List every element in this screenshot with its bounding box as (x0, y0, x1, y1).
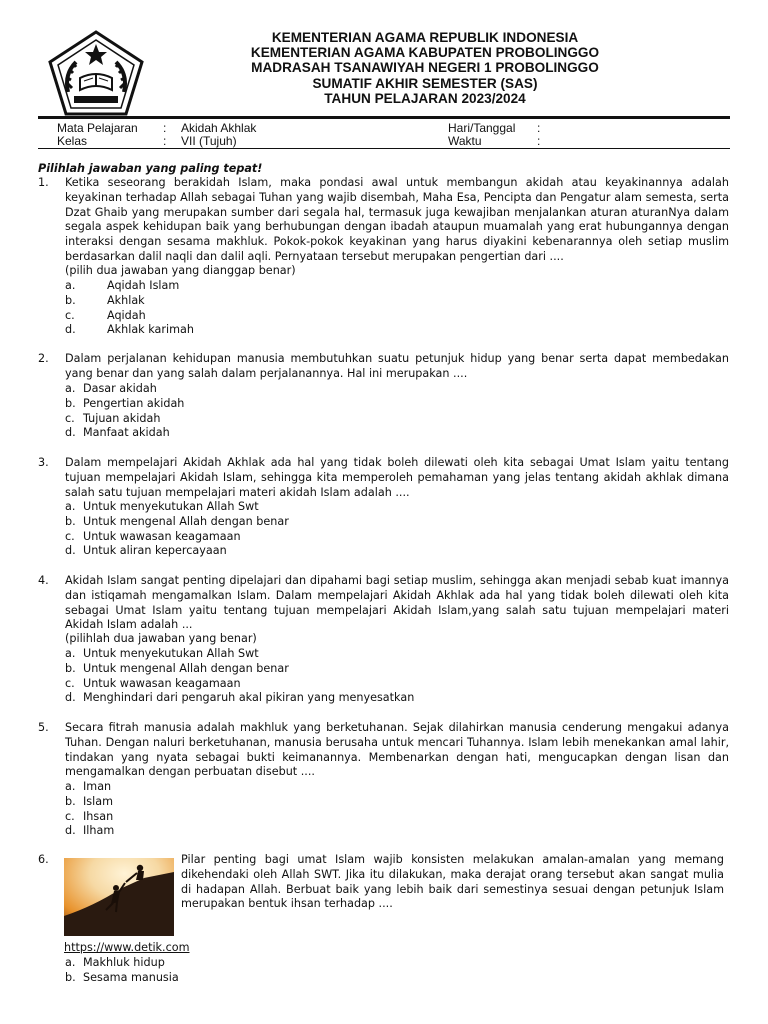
question-2-option-a[interactable]: a. Dasar akidah (65, 382, 157, 395)
header-ministry: KEMENTERIAN AGAMA REPUBLIK INDONESIA (271, 30, 579, 45)
image-source-link[interactable]: https://www.detik.com (64, 941, 190, 954)
question-1-option-a[interactable]: a. Aqidah Islam (65, 279, 180, 292)
instruction: Pilihlah jawaban yang paling tepat! (38, 162, 263, 175)
question-1-options (65, 279, 194, 338)
question-4-options (65, 647, 414, 706)
header-exam-title: SUMATIF AKHIR SEMESTER (SAS) (312, 75, 538, 91)
question-1-option-b[interactable]: b. Akhlak (65, 293, 145, 307)
meta-divider (38, 148, 730, 149)
class-label: Kelas (57, 134, 88, 148)
question-4-note: (pilihlah dua jawaban yang benar) (65, 632, 257, 645)
subject-value: Akidah Akhlak (181, 121, 257, 135)
question-6-option-b[interactable]: b. Sesama manusia (65, 970, 179, 984)
question-3-number: 3. (38, 456, 49, 469)
question-1-text: Ketika seseorang berakidah Islam, maka pondasi awal untuk membangun akidah atau keyakinannya adalah keyakinan terhadap Allah sebagai Tuhan yang wajib disembah, Maha Esa, Pencipta dan Pengatur alam semesta, serta Dzat Ghaib yang merupakan sumber dari segala hal, termasuk juga kewajiban menjalankan aturan aturanNya dalam segala aspek kehidupan baik yang berhubungan dengan ibadah ataupun muamalah yang erat hubungannya dengan interaksi dengan sesama makhluk. Pokok-pokok keyakinan yang harus diyakini kebenarannya oleh setiap muslim berdasarkan dalil naqli dan dalil aqli. Pernyataan tersebut merupakan pengertian dari .... (65, 176, 729, 263)
day-date-label: Hari/Tanggal (448, 121, 516, 135)
question-2-option-c[interactable]: c. Tujuan akidah (65, 411, 161, 425)
header-academic-year: TAHUN PELAJARAN 2023/2024 (324, 90, 526, 106)
question-3-option-c[interactable]: c. Untuk wawasan keagamaan (65, 529, 241, 543)
question-1-option-c[interactable]: c. Aqidah (65, 308, 146, 322)
subject-colon: : (163, 121, 167, 135)
time-label: Waktu (448, 134, 482, 148)
question-1-option-d[interactable]: d. Akhlak karimah (65, 323, 194, 337)
question-4-text: Akidah Islam sangat penting dipelajari dan dipahami bagi setiap muslim, sehingga akan menjadi sebab kuat imannya dan istiqamah mengamalkan Islam. Dalam mempelajari Akidah Akhlak ada hal yang tidak boleh dilewati oleh kita sebagai Umat Islam yaitu tentang tujuan mempelajari Akidah Islam,yang salah satu tujuan mempelajari materi Akidah Islam adalah ... (65, 574, 729, 632)
question-2-number: 2. (38, 352, 49, 365)
helping-hand-sunset-image (64, 858, 174, 936)
question-5-text: Secara fitrah manusia adalah makhluk yang berketuhanan. Sejak dilahirkan manusia cenderung mengakui adanya Tuhan. Dengan naluri berketuhanan, manusia berusaha untuk mencari Tuhannya. Islam lebih menekankan amal lahir, tindakan yang nyata sebagai bukti keimanannya. Membenarkan dengan hati, mengucapkan dengan lisan dan mengamalkan dengan perbuatan disebut .... (65, 721, 729, 779)
question-4-option-d[interactable]: d. Menghindari dari pengaruh akal pikiran yang menyesatkan (65, 691, 415, 705)
subject-label: Mata Pelajaran (57, 121, 138, 135)
question-4-option-c[interactable]: c. Untuk wawasan keagamaan (65, 676, 241, 690)
question-4-option-b[interactable]: b. Untuk mengenal Allah dengan benar (65, 661, 289, 675)
question-6-number: 6. (38, 853, 49, 866)
question-6-text: Pilar penting bagi umat Islam wajib konsisten melakukan amalan-amalan yang memang dikehendaki oleh Allah SWT. Jika itu dilakukan, maka derajat orang tersebut akan sangat mulia di hadapan Allah. Berbuat baik yang lebih baik dari semestinya sesuai dengan petunjuk Islam merupakan bentuk ihsan terhadap .... (181, 853, 724, 911)
question-4-number: 4. (38, 574, 49, 587)
time-colon: : (537, 134, 541, 148)
question-1-number: 1. (38, 176, 49, 189)
question-2-options (65, 382, 184, 441)
question-3-option-d[interactable]: d. Untuk aliran kepercayaan (65, 544, 227, 558)
header-regency-office: KEMENTERIAN AGAMA KABUPATEN PROBOLINGGO (250, 45, 600, 61)
day-date-colon: : (537, 121, 541, 135)
exam-header (150, 30, 700, 106)
question-2-text: Dalam perjalanan kehidupan manusia membutuhkan suatu petunjuk hidup yang benar serta dapat membedakan yang benar dan yang salah dalam perjalanannya. Hal ini merupakan .... (65, 352, 729, 380)
question-4-option-a[interactable]: a. Untuk menyekutukan Allah Swt (65, 647, 259, 660)
question-2-option-b[interactable]: b. Pengertian akidah (65, 396, 185, 410)
question-5-number: 5. (38, 721, 49, 734)
question-5-option-a[interactable]: a. Iman (65, 780, 112, 793)
question-2-option-d[interactable]: d. Manfaat akidah (65, 426, 170, 440)
question-5-option-c[interactable]: c. Ihsan (65, 809, 114, 823)
class-value: VII (Tujuh) (181, 134, 237, 148)
question-5-options (65, 780, 114, 839)
question-5-option-d[interactable]: d. Ilham (65, 824, 115, 838)
question-6-option-a[interactable]: a. Makhluk hidup (65, 956, 165, 969)
header-divider (38, 116, 730, 119)
question-3-option-b[interactable]: b. Untuk mengenal Allah dengan benar (65, 514, 289, 528)
question-5-option-b[interactable]: b. Islam (65, 794, 113, 808)
header-school: MADRASAH TSANAWIYAH NEGERI 1 PROBOLINGGO (251, 60, 599, 76)
question-1-note: (pilih dua jawaban yang dianggap benar) (65, 264, 296, 277)
class-colon: : (163, 134, 167, 148)
question-3-option-a[interactable]: a. Untuk menyekutukan Allah Swt (65, 500, 259, 513)
kemenag-emblem-icon (46, 30, 146, 116)
question-3-text: Dalam mempelajari Akidah Akhlak ada hal yang tidak boleh dilewati oleh kita sebagai Umat Islam yaitu tentang tujuan mempelajari Akidah Islam, sehingga kita memperoleh pemahaman yang jelas tentang akidah akhlak dimana salah satu tujuan mempelajari materi akidah Islam adalah .... (65, 456, 729, 499)
question-3-options (65, 500, 289, 559)
question-6-options (65, 956, 179, 986)
